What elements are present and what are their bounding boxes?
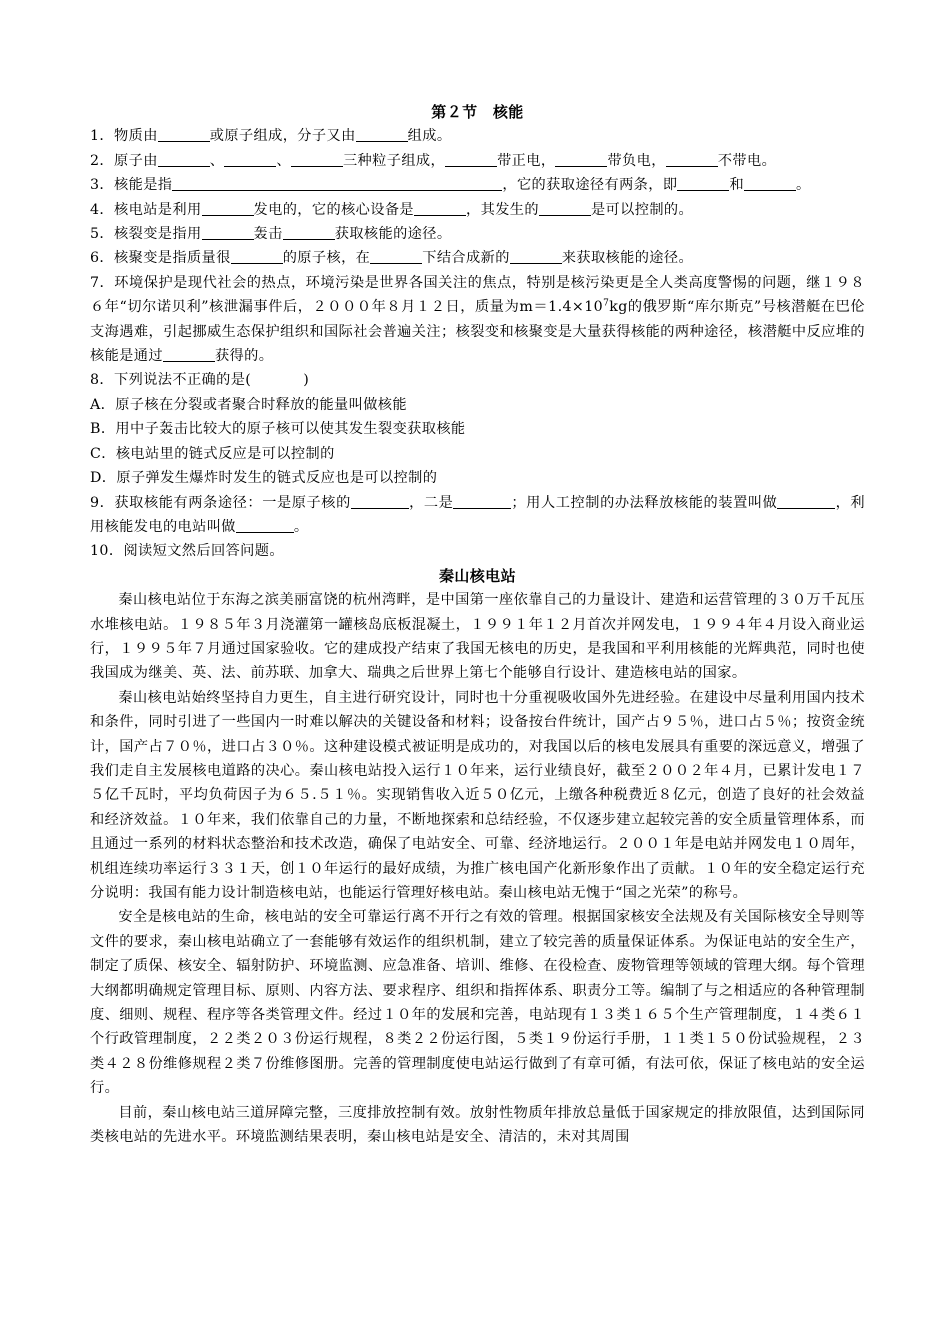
answer-blank[interactable] bbox=[356, 125, 408, 142]
option-d: D．原子弹发生爆炸时发生的链式反应也是可以控制的 bbox=[90, 470, 438, 487]
question-3: 3．核能是指 ，它的获取途径有两条，即 和 。 bbox=[90, 173, 865, 197]
answer-blank[interactable] bbox=[777, 492, 835, 509]
article-paragraph: 安全是核电站的生命，核电站的安全可靠运行离不开行之有效的管理。根据国家核安全法规及有关国际核安全导则等文件的要求，秦山核电站确立了一套能够有效运作的组织机制，建立了较完善的质量保证体系。为保证电站的安全生产，制定了质保、核安全、辐射防护、环境监测、应急准备、培训、维修、在役检查、废物管理等领域的管理大纲。每个管理大纲都明确规定管理目标、原则、内容方法、要求程序、组织和指挥体系、职责分工等。编制了与之相适应的各种管理制度、细则、规程、程序等各类管理文件。经过１０年的发展和完善，电站现有１３类１６５个生产管理制度，１４类６１个行政管理制度，２２类２０３份运行规程，８类２２份运行图，５类１９份运行手册，１１类１５０份试验规程，２３类４２８份维修规程２类７份维修图册。完善的管理制度使电站运行做到了有章可循，有法可依，保证了核电站的安全运行。 bbox=[90, 909, 865, 1097]
answer-blank[interactable] bbox=[291, 150, 343, 167]
article-paragraph: 目前，秦山核电站三道屏障完整，三度排放控制有效。放射性物质年排放总量低于国家规定的排放限值，达到国际同类核电站的先进水平。环境监测结果表明，秦山核电站是安全、清洁的，未对其周围 bbox=[90, 1104, 865, 1146]
option-b: B．用中子轰击比较大的原子核可以使其发生裂变获取核能 bbox=[90, 421, 466, 438]
option-c: C．核电站里的链式反应是可以控制的 bbox=[90, 445, 335, 462]
worksheet-page bbox=[90, 100, 865, 1149]
question-9: 9．获取核能有两条途径：一是原子核的 ，二是 ；用人工控制的办法释放核能的装置叫做 ，利用核能发电的电站叫做 。 bbox=[90, 491, 865, 540]
answer-blank[interactable] bbox=[202, 223, 254, 240]
answer-blank[interactable] bbox=[453, 492, 511, 509]
answer-blank[interactable] bbox=[236, 516, 294, 533]
answer-blank[interactable] bbox=[163, 345, 215, 362]
question-4: 4．核电站是利用 发电的，它的核心设备是 ，其发生的 是可以控制的。 bbox=[90, 198, 865, 222]
question-5: 5．核裂变是指用 轰击 获取核能的途径。 bbox=[90, 222, 865, 246]
answer-blank[interactable] bbox=[510, 247, 562, 264]
answer-blank[interactable] bbox=[414, 199, 466, 216]
section-title: 第２节 核能 bbox=[431, 103, 524, 121]
question-1: 1．物质由 或原子组成，分子又由 组成。 bbox=[90, 124, 865, 148]
answer-blank[interactable] bbox=[445, 150, 497, 167]
article-title: 秦山核电站 bbox=[438, 566, 516, 585]
answer-blank[interactable] bbox=[224, 150, 276, 167]
answer-blank[interactable] bbox=[351, 492, 409, 509]
answer-blank[interactable] bbox=[744, 174, 796, 191]
article-paragraph: 秦山核电站始终坚持自力更生，自主进行研究设计，同时也十分重视吸收国外先进经验。在建设中尽量利用国内技术和条件，同时引进了一些国内一时难以解决的关键设备和材料；设备按台件统计，国产占９５％，进口占５％；按资金统计，国产占７０％，进口占３０％。这种建设模式被证明是成功的，对我国以后的核电发展具有重要的深远意义，增强了我们走自主发展核电道路的决心。秦山核电站投入运行１０年来，运行业绩良好，截至２００２年４月，已累计发电１７５亿千瓦时，平均负荷因子为６５.５１％。实现销售收入近５０亿元，上缴各种税费近８亿元，创造了良好的社会效益和经济效益。１０年来，我们依靠自己的力量，不断地探索和总结经验，不仅逐步建立起较完善的安全质量管理体系，而且通过一系列的材料状态整治和技术改造，确保了电站安全、可靠、经济地运行。２００１年是电站并网发电１０周年，机组连续功率运行３３１天，创１０年运行的最好成绩，为推广核电国产化新形象作出了贡献。１０年的安全稳定运行充分说明：我国有能力设计制造核电站，也能运行管理好核电站。秦山核电站无愧于“国之光荣”的称号。 bbox=[90, 689, 865, 901]
answer-blank[interactable] bbox=[555, 150, 607, 167]
answer-blank[interactable] bbox=[666, 150, 718, 167]
answer-blank[interactable] bbox=[158, 125, 210, 142]
question-8-stem: 8．下列说法不正确的是( ) bbox=[90, 372, 310, 389]
question-7: 7．环境保护是现代社会的热点，环境污染是世界各国关注的焦点，特别是核污染更是全人类高度警惕的问题，继１９８６年“切尔诺贝利”核泄漏事件后，２０００年８月１２日，质量为$m=1.4\times 10^7kg$的俄罗斯“库尔斯克”号核潜艇在巴伦支海遇难，引起挪威生态保护组织和国际社会普遍关注；核裂变和核聚变是大量获得核能的两种途径，核潜艇中反应堆的核能是通过 获得的。 bbox=[90, 274, 865, 365]
question-2: 2．原子由 、 、 三种粒子组成， 带正电， 带负电， 不带电。 bbox=[90, 149, 865, 173]
article-paragraph: 秦山核电站位于东海之滨美丽富饶的杭州湾畔，是中国第一座依靠自己的力量设计、建造和运营管理的３０万千瓦压水堆核电站。１９８５年３月浇灌第一罐核岛底板混凝土，１９９１年１２月首次并网发电，１９９４年４月设入商业运行，１９９５年７月通过国家验收。它的建成投产结束了我国无核电的历史，是我国和平利用核能的光辉典范，同时也使我国成为继美、英、法、前苏联、加拿大、瑞典之后世界上第七个能够自行设计、建造核电站的国家。 bbox=[90, 592, 865, 682]
option-a: A．原子核在分裂或者聚合时释放的能量叫做核能 bbox=[90, 396, 407, 413]
answer-blank[interactable] bbox=[231, 247, 283, 264]
answer-blank[interactable] bbox=[370, 247, 422, 264]
article-body bbox=[90, 588, 865, 1149]
question-10: 10．阅读短文然后回答问题。 bbox=[90, 543, 284, 560]
answer-blank[interactable] bbox=[677, 174, 729, 191]
answer-blank[interactable] bbox=[172, 174, 502, 191]
answer-blank[interactable] bbox=[202, 199, 254, 216]
question-6: 6．核聚变是指质量很 的原子核，在 下结合成新的 来获取核能的途径。 bbox=[90, 246, 865, 270]
answer-blank[interactable] bbox=[283, 223, 335, 240]
answer-blank[interactable] bbox=[158, 150, 210, 167]
answer-blank[interactable] bbox=[539, 199, 591, 216]
